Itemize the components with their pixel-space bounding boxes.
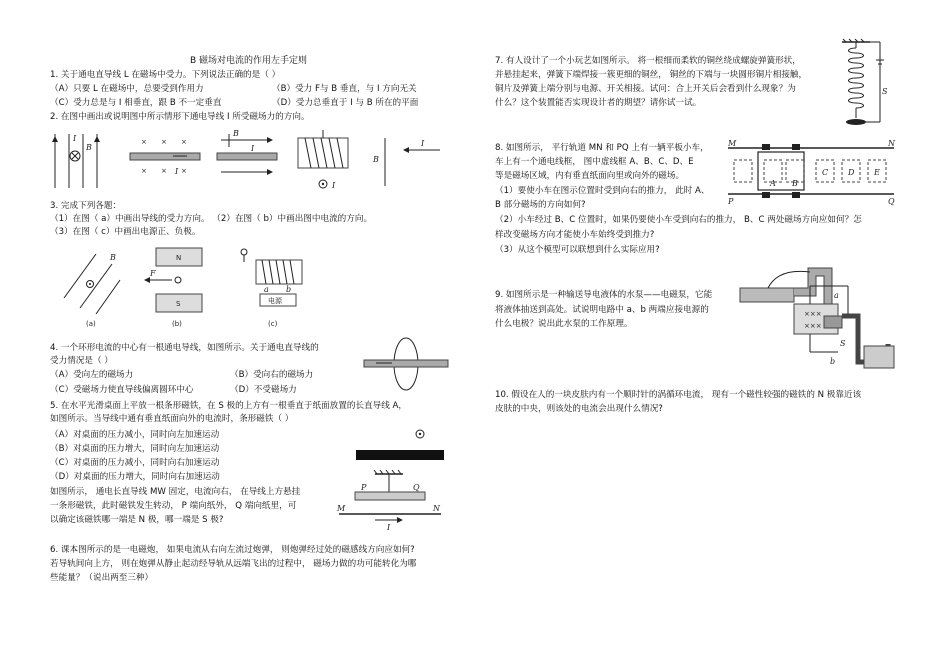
q5-figure (352, 424, 447, 464)
q3-caption-c: (c) (268, 320, 278, 328)
q2-label-b5: B (373, 155, 379, 164)
q3-panel-b (144, 248, 202, 328)
q8-part-1-cont: B 部分磁场的方向如何? (495, 200, 586, 210)
q2-stem: 2. 在图中画出或说明图中所示情形下通电导线 I 所受磁场力的方向。 (50, 112, 310, 122)
q9-label-s: S (840, 339, 846, 348)
q2-label-i2: I (175, 167, 179, 176)
q1-option-d: （D）受力总垂直于 I 与 B 所在的平面 (272, 98, 419, 108)
q4-stem: 4. 一个环形电流的中心有一根通电导线，如图所示。关于通电直导线的 (50, 343, 319, 353)
q10-stem: 10. 假设在人的一块皮肤内有一个顺时针的涡循环电流， 现有一个磁性较强的磁铁的 N 极靠近该 (495, 390, 862, 400)
q3-label-n: N (176, 254, 182, 262)
q8-stem-2: 车上有一个通电线框， 图中虚线框 A、B、C、D、E (495, 157, 694, 167)
q3-label-b: B (110, 253, 116, 262)
q5b-label-i: I (387, 523, 391, 532)
q3-part-1-2: （1）在图（ a）中画出导线的受力方向。 （2）在图（ b）中画出图中电流的方向。 (50, 214, 373, 224)
q8-label-p: P (728, 197, 734, 206)
q3-label-b-end: b (286, 285, 292, 294)
q6-stem-end: 些能量？（说出两至三种） (50, 573, 154, 583)
q4-option-a: （A）受向左的磁场力 (50, 370, 134, 380)
q6-stem: 6. 课本图所示的是一电磁炮， 如果电流从右向左流过炮弹， 则炮弹经过处的磁感线方向应如何? (50, 545, 415, 555)
q7-label-s: S (882, 87, 888, 96)
q6-stem-cont: 若导轨间向上方， 则在炮弹从静止起动经导轨从远端飞出的过程中， 磁场力做的功可能转化为哪 (50, 559, 417, 569)
q3-panel-c (241, 249, 302, 328)
q5b-label-n: N (433, 504, 440, 513)
q1-option-c: （C）受力总是与 I 相垂直，跟 B 不一定垂直 (50, 98, 222, 108)
q2-panel-4 (298, 130, 348, 190)
q8-label-d: D (848, 168, 855, 177)
q3-label-source: 电源 (268, 297, 282, 305)
svg-text:×: × (181, 138, 187, 146)
q9-figure (738, 264, 900, 374)
q3-label-f: F (150, 269, 156, 278)
q1-stem: 1. 关于通电直导线 L 在磁场中受力。下列说法正确的是（ ） (50, 70, 281, 80)
svg-text:×: × (161, 167, 167, 175)
q3-stem: 3. 完成下列各题： (50, 201, 122, 211)
q9-stem: 9. 如图所示是一种输送导电液体的水泵——电磁泵，它能 (495, 290, 713, 300)
q2-label-i5: I (421, 139, 425, 148)
q2-label-i3: I (251, 144, 255, 153)
q5-option-a: （A）对桌面的压力减小，同时向左加速运动 (50, 430, 220, 440)
svg-text:×: × (141, 167, 147, 175)
q2-label-i1: I (73, 134, 77, 143)
q2-label-b1: B (86, 143, 92, 152)
q8-label-q: Q (888, 197, 895, 206)
q7-stem-4: 什么？这个装置能否实现设计者的期望？请你试一试。 (495, 98, 702, 108)
q7-stem: 7. 有人设计了一个小玩艺如图所示。 将一根细而柔软的铜丝绕成螺旋弹簧形状， (495, 56, 801, 66)
q9-stem-3: 什么电极？说出此水泵的工作原理。 (495, 319, 633, 329)
q3-label-s: S (176, 300, 181, 308)
svg-text:×: × (141, 138, 147, 146)
q2-figure (55, 126, 445, 196)
q8-label-e: E (874, 168, 880, 177)
svg-text:×: × (181, 167, 187, 175)
q2-panel-3 (217, 129, 277, 175)
q9-label-b: b (830, 357, 836, 366)
q5b-label-p: P (361, 483, 367, 492)
q8-label-c: C (822, 168, 829, 177)
q8-stem-3: 等是磁场区域，内有垂直纸面向里或向外的磁场。 (495, 171, 685, 181)
q8-label-a: A (770, 179, 776, 188)
q5b-stem-end: 以确定该磁铁哪一端是 N 极，哪一端是 S 极? (50, 515, 224, 525)
q5b-label-q: Q (413, 483, 420, 492)
q2-label-b3: B (233, 129, 239, 138)
svg-text:×: × (161, 138, 167, 146)
q5b-label-m: M (337, 504, 346, 513)
q8-label-n: N (888, 139, 895, 148)
q1-option-b: （B）受力 F与 B 垂直，与 I 方向无关 (272, 84, 417, 94)
q3-caption-b: (b) (172, 320, 182, 328)
q8-part-1: （1）要使小车在图示位置时受到向右的推力， 此时 A、 (495, 186, 710, 196)
q4-stem-cont: 受力情况是（ ） (50, 356, 113, 366)
q8-stem: 8. 如图所示， 平行轨道 MN 和 PQ 上有一辆平板小车， (495, 143, 709, 153)
q8-figure (724, 138, 900, 206)
q3-part-3: （3）在图（ c）中画出电源正、负极。 (50, 227, 201, 237)
q4-figure (362, 336, 452, 392)
q2-panel-5 (372, 138, 440, 186)
q3-caption-a: (a) (86, 320, 96, 328)
svg-text:×××: ××× (804, 322, 822, 330)
q4-option-d: （D）不受磁场力 (230, 385, 297, 395)
q9-label-a: a (834, 291, 839, 300)
q3-panel-a (64, 253, 120, 328)
q7-figure (836, 40, 888, 132)
q3-figure (60, 240, 320, 330)
q5-option-c: （C）对桌面的压力减小，同时向右加速运动 (50, 458, 220, 468)
q8-label-m: M (728, 139, 737, 148)
q8-part-2: （2）小车经过 B、C 位置时，如果仍要使小车受到向右的推力， B、C 两处磁场方向应如何？怎 (495, 215, 862, 225)
q7-stem-3: 铜片及弹簧上端分别与电源、开关相接。试问：合上开关后会看到什么现象？为 (495, 84, 796, 94)
q1-option-a: （A）只要 L 在磁场中，总要受到作用力 (50, 84, 204, 94)
q2-panel-2 (130, 138, 200, 176)
q3-label-a: a (264, 285, 269, 294)
q5-stem: 5. 在水平光滑桌面上平放一根条形磁铁，在 S 极的上方有一根垂直于纸面放置的长直导线 A， (50, 401, 408, 411)
document-title: B 磁场对电流的作用左手定则 (190, 56, 308, 66)
q5b-stem-cont: 一条形磁铁，此时磁铁发生转动， P 端向纸外， Q 端向纸里，可 (50, 501, 297, 511)
q5b-figure (335, 470, 445, 530)
q9-stem-2: 将液体抽送到高处。试说明电路中 a、b 两端应接电源的 (495, 305, 709, 315)
q8-part-3: （3）从这个模型可以联想到什么实际应用? (495, 245, 660, 255)
q7-stem-2: 并悬挂起来，弹簧下端焊接一簇更细的铜丝， 铜丝的下端与一块圆形铜片相接触， (495, 70, 808, 80)
q2-panel-1 (52, 134, 100, 188)
q8-part-2-cont: 样改变磁场方向才能使小车始终受到推力? (495, 230, 655, 240)
q10-stem-2: 皮肤的中央，则该处的电流会出现什么情况? (495, 404, 663, 414)
q5-option-d: （D）对桌面的压力增大，同时向右加速运动 (50, 472, 220, 482)
svg-text:×××: ××× (804, 310, 822, 318)
q5b-stem: 如图所示， 通电长直导线 MW 固定，电流向右， 在导线上方悬挂 (50, 487, 301, 497)
q5-option-b: （B）对桌面的压力增大，同时向左加速运动 (50, 444, 220, 454)
q4-option-b: （B）受向右的磁场力 (230, 370, 314, 380)
q5-stem-cont: 如图所示。当导线中通有垂直纸面向外的电流时，条形磁铁（ ） (50, 414, 294, 424)
q8-label-b: B (792, 179, 798, 188)
q2-label-i4: I (332, 181, 336, 190)
q4-option-c: （C）受磁场力使直导线偏离圆环中心 (50, 385, 194, 395)
